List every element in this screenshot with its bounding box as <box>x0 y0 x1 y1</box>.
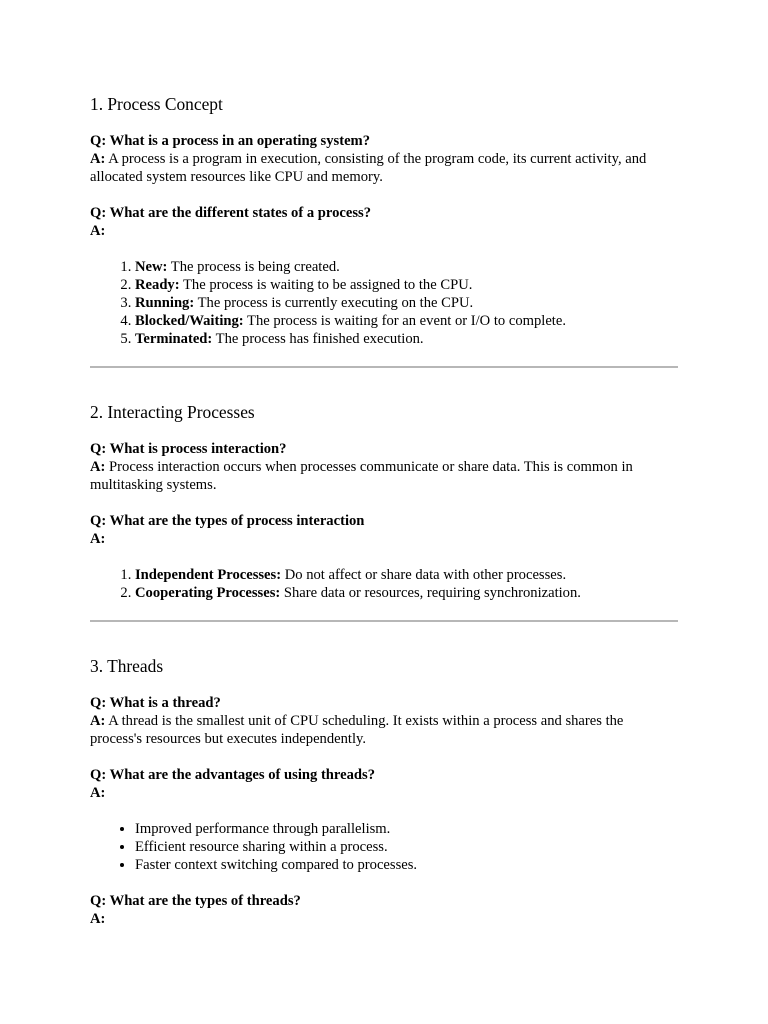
section-divider <box>90 620 678 622</box>
list-text: The process is waiting to be assigned to the CPU. <box>179 277 473 293</box>
answer-text: Process interaction occurs when processes communicate or share data. This is common in multitasking systems. <box>90 459 633 493</box>
qa-item <box>90 766 678 802</box>
answer <box>90 458 678 494</box>
list-text: Do not affect or share data with other processes. <box>281 567 567 583</box>
qa-item <box>90 694 678 748</box>
list-item: • Improved performance through parallelism. <box>135 820 678 838</box>
answer <box>90 910 678 928</box>
question: Q: What are the different states of a process? <box>90 205 372 221</box>
list-item: • Faster context switching compared to processes. <box>135 856 678 874</box>
question: Q: What are the advantages of using threads? <box>90 767 376 783</box>
list-text: Share data or resources, requiring synchronization. <box>280 585 581 601</box>
question: Q: What is process interaction? <box>90 441 287 457</box>
section-threads <box>90 655 678 928</box>
process-states-list <box>90 258 678 348</box>
question: Q: What are the types of threads? <box>90 893 301 909</box>
list-text: The process is waiting for an event or I/O to complete. <box>243 313 566 329</box>
answer-text: A thread is the smallest unit of CPU scheduling. It exists within a process and shares the process's resources but executes independently. <box>90 713 624 747</box>
section-title: 2. Interacting Processes <box>90 402 255 422</box>
qa-item <box>90 512 678 548</box>
answer-label: A: <box>90 459 106 475</box>
answer-label: A: <box>90 531 106 547</box>
answer-label: A: <box>90 911 106 927</box>
question: Q: What is a thread? <box>90 695 221 711</box>
qa-item <box>90 132 678 186</box>
qa-item <box>90 204 678 240</box>
list-item <box>135 258 678 276</box>
question: Q: What are the types of process interaction <box>90 513 365 529</box>
interaction-types-list <box>90 566 678 602</box>
answer <box>90 712 678 748</box>
list-term: Ready: <box>135 277 180 293</box>
section-title: 1. Process Concept <box>90 94 223 114</box>
list-text: The process is being created. <box>167 259 340 275</box>
list-text: The process has finished execution. <box>212 331 424 347</box>
list-item <box>135 584 678 602</box>
list-term: Independent Processes: <box>135 567 282 583</box>
section-title: 3. Threads <box>90 656 164 676</box>
list-item <box>135 276 678 294</box>
section-divider <box>90 366 678 368</box>
answer <box>90 784 678 802</box>
list-term: New: <box>135 259 168 275</box>
question: Q: What is a process in an operating system? <box>90 133 370 149</box>
answer-label: A: <box>90 151 106 167</box>
answer-text: A process is a program in execution, consisting of the program code, its current activity, and allocated system resources like CPU and memory. <box>90 151 647 185</box>
list-item: • Efficient resource sharing within a process. <box>135 838 678 856</box>
answer-label: A: <box>90 223 106 239</box>
list-term: Cooperating Processes: <box>135 585 281 601</box>
answer-label: A: <box>90 713 106 729</box>
answer <box>90 530 678 548</box>
answer-label: A: <box>90 785 106 801</box>
qa-item <box>90 440 678 494</box>
list-item <box>135 294 678 312</box>
list-term: Running: <box>135 295 195 311</box>
list-term: Blocked/Waiting: <box>135 313 244 329</box>
list-item <box>135 312 678 330</box>
section-process-concept <box>90 93 678 348</box>
list-text: The process is currently executing on the CPU. <box>194 295 474 311</box>
answer <box>90 222 678 240</box>
list-item <box>135 566 678 584</box>
thread-advantages-list <box>90 820 678 874</box>
section-interacting-processes <box>90 401 678 602</box>
qa-item <box>90 892 678 928</box>
list-term: Terminated: <box>135 331 213 347</box>
answer <box>90 150 678 186</box>
list-item <box>135 330 678 348</box>
